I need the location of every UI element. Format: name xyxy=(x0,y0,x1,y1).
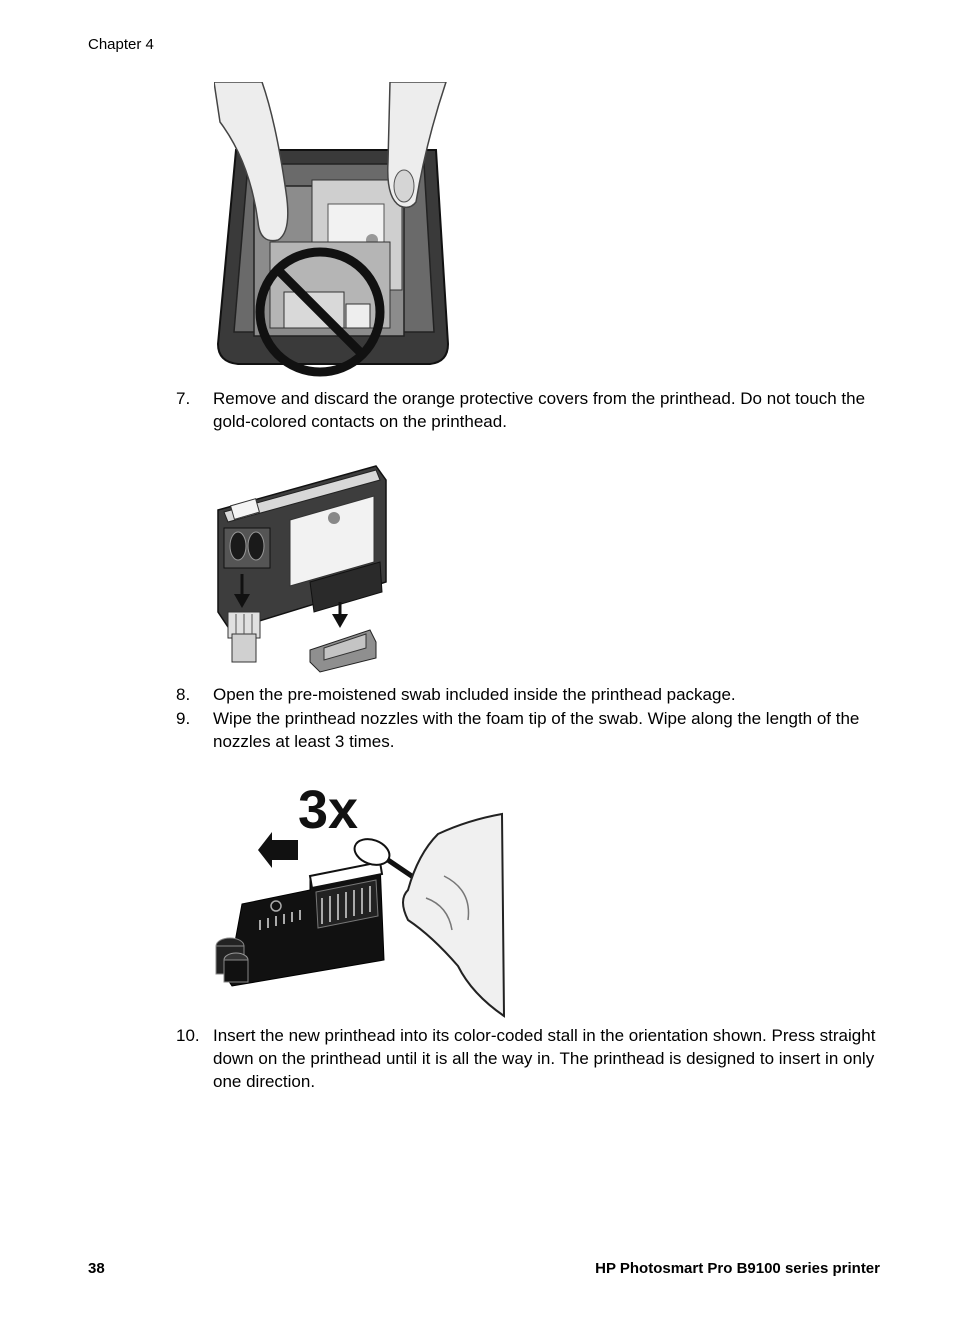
repeat-count: 3x xyxy=(298,780,359,840)
figure-do-not-touch xyxy=(214,82,450,382)
page-number: 38 xyxy=(88,1260,105,1277)
step-text: Insert the new printhead into its color-coded stall in the orientation shown. Press straight down on the printhead until it is all the way in. The printhead is designed to insert in only one direction. xyxy=(213,1026,876,1091)
step-number: 7. xyxy=(176,389,191,408)
printhead-stall-illustration xyxy=(214,82,450,382)
arrow-left-icon xyxy=(258,832,298,868)
step-text: Wipe the printhead nozzles with the foam tip of the swab. Wipe along the length of the nozzles at least 3 times. xyxy=(213,709,860,751)
printhead-covers-illustration xyxy=(210,462,390,674)
swab-wipe-illustration xyxy=(212,780,508,1020)
step-number: 9. xyxy=(176,709,191,728)
product-name: HP Photosmart Pro B9100 series printer xyxy=(595,1260,880,1277)
step-number: 10. xyxy=(176,1026,200,1045)
figure-wipe-nozzles xyxy=(212,780,508,1020)
step-text: Remove and discard the orange protective covers from the printhead. Do not touch the gold-colored contacts on the printhead. xyxy=(213,389,866,431)
figure-remove-covers xyxy=(210,462,390,674)
chapter-label: Chapter 4 xyxy=(88,36,154,53)
step-text: Open the pre-moistened swab included inside the printhead package. xyxy=(213,685,736,704)
step-number: 8. xyxy=(176,685,191,704)
